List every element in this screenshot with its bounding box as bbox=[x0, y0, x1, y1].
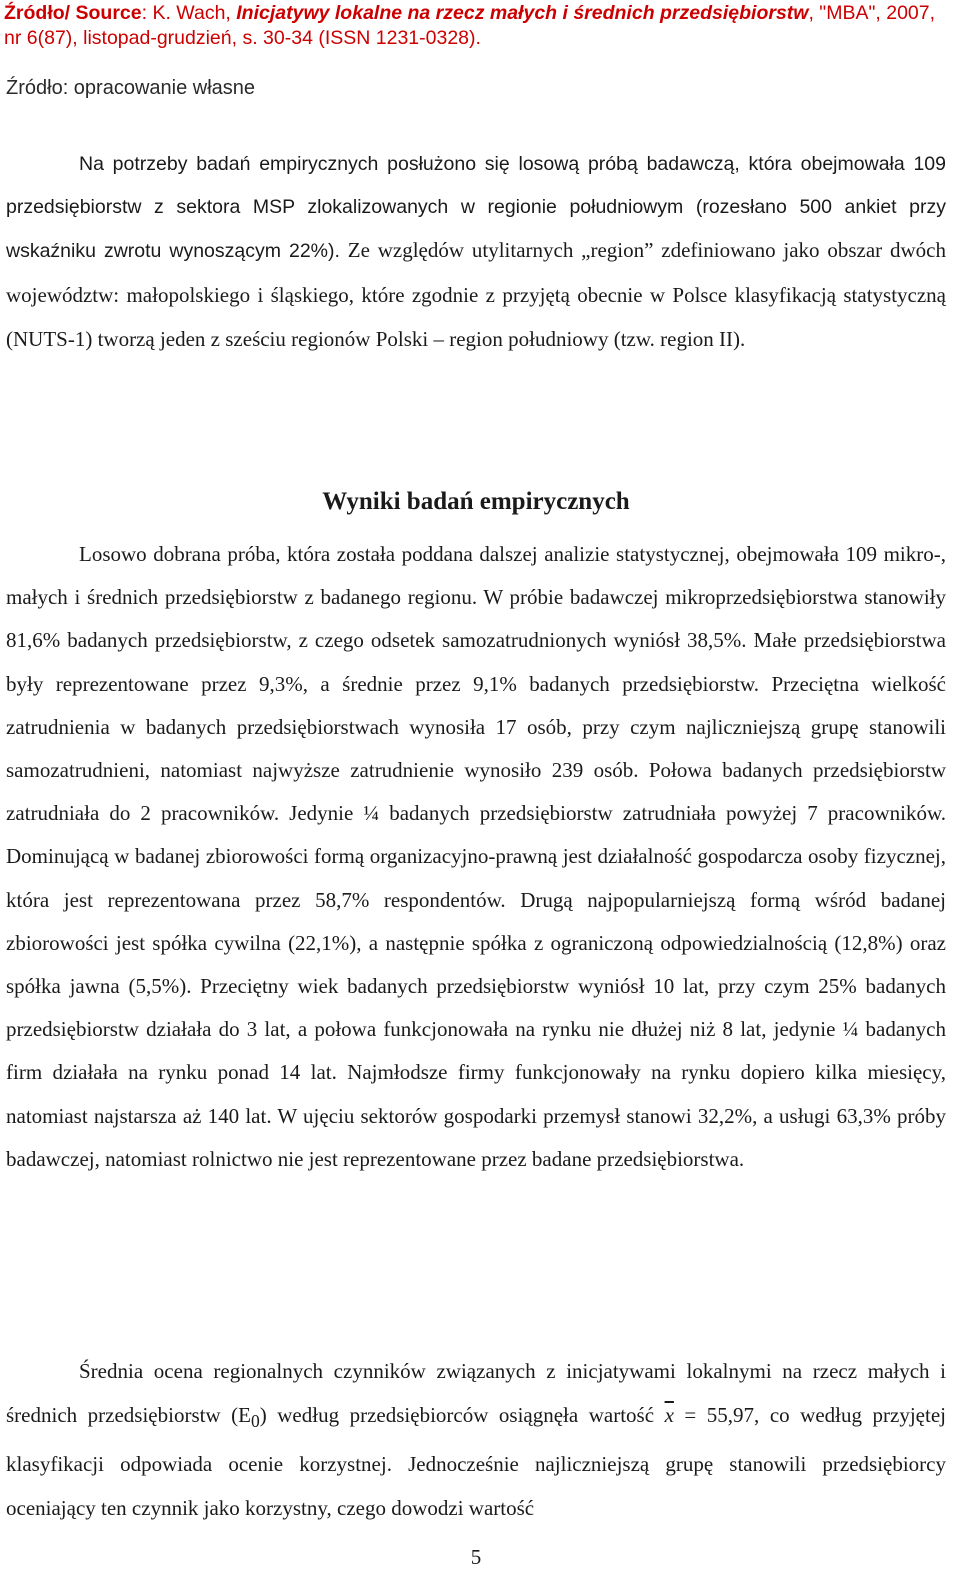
rating-text-before: Średnia ocena regionalnych czynników związanych z inicjatywami lokalnymi na rzecz małych i średnich przedsiębiorstw (E bbox=[6, 1359, 946, 1427]
paragraph-sample-description bbox=[6, 143, 946, 362]
paragraph-region-definition: Ze względów utylitarnych „region” zdefiniowano jako obszar dwóch województw: małopolskiego i śląskiego, które zgodnie z przyjętą obecnie w Polsce klasyfikacją statystyczną (NUTS-1) tworzą jeden z sześciu regionów Polski – region południowy (tzw. region II). bbox=[6, 238, 946, 351]
page-number: 5 bbox=[470, 1545, 482, 1569]
figure-source-note: Źródło: opracowanie własne bbox=[6, 77, 256, 99]
rating-subscript: 0 bbox=[250, 1410, 260, 1431]
source-title: Inicjatywy lokalne na rzecz małych i średnich przedsiębiorstw bbox=[236, 2, 809, 24]
paragraph-results: Losowo dobrana próba, która została poddana dalszej analizie statystycznej, obejmowała 109 mikro-, małych i średnich przedsiębiorstw z badanego regionu. W próbie badawczej mikroprzedsiębiorstwa stanowiły 81,6% badanych przedsiębiorstw, z czego odsetek samozatrudnionych wyniósł 38,5%. Małe przedsiębiorstwa były reprezentowane przez 9,3%, a średnie przez 9,1% badanych przedsiębiorstw. Przeciętna wielkość zatrudnienia w badanych przedsiębiorstwach wynosiła 17 osób, przy czym najliczniejszą grupę stanowili samozatrudnieni, natomiast najwyższe zatrudnienie wynosiło 239 osób. Połowa badanych przedsiębiorstw zatrudniała do 2 pracowników. Jedynie ¼ badanych przedsiębiorstw zatrudniała powyżej 7 pracowników. Dominującą w badanej zbiorowości formą organizacyjno-prawną jest działalność gospodarcza osoby fizycznej, która jest reprezentowana przez 58,7% respondentów. Drugą najpopularniejszą formą wśród badanej zbiorowości jest spółka cywilna (22,1%), a następnie spółka z ograniczoną odpowiedzialnością (12,8%) oraz spółka jawna (5,5%). Przeciętny wiek badanych przedsiębiorstw wyniósł 10 lat, przy czym 25% badanych przedsiębiorstw działała do 3 lat, a połowa funkcjonowała na rynku nie dłużej niż 8 lat, jedynie ¼ badanych firm działała na rynku ponad 14 lat. Najmłodsze firmy funkcjonowały na rynku dopiero kilka miesięcy, natomiast najstarsza aż 140 lat. W ujęciu sektorów gospodarki przemysł stanowi 32,2%, a usługi 63,3% próby badawczej, natomiast rolnictwo nie jest reprezentowane przez badane przedsiębiorstwa. bbox=[6, 542, 946, 1171]
rating-text-middle: ) według przedsiębiorców osiągnęła wartość bbox=[259, 1402, 665, 1427]
source-header bbox=[4, 1, 954, 51]
source-separator: : bbox=[141, 2, 153, 24]
mean-symbol: $\overline{x}$ bbox=[664, 1402, 674, 1427]
source-author: K. Wach, bbox=[152, 2, 237, 24]
source-citation: , "MBA", 2007, nr 6(87), listopad-grudzień, s. 30-34 (ISSN 1231-0328). bbox=[4, 2, 936, 49]
rating-text-after: = 55,97, co według przyjętej klasyfikacji odpowiada ocenie korzystnej. Jednocześnie najliczniejszą grupę stanowili przedsiębiorcy oceniający ten czynnik jako korzystny, czego dowodzi wartość bbox=[6, 1402, 946, 1520]
paragraph-average-rating bbox=[6, 1350, 946, 1530]
source-label: Źródło/ Source bbox=[4, 2, 142, 24]
paragraph-sample-sans: Na potrzeby badań empirycznych posłużono się losową próbą badawczą, która obejmowała 109 przedsiębiorstw z sektora MSP zlokalizowanych w regionie południowym (rozesłano 500 ankiet przy wskaźniku zwrotu wynoszącym 22%). bbox=[6, 153, 946, 263]
section-heading: Wyniki badań empirycznych bbox=[322, 488, 630, 515]
